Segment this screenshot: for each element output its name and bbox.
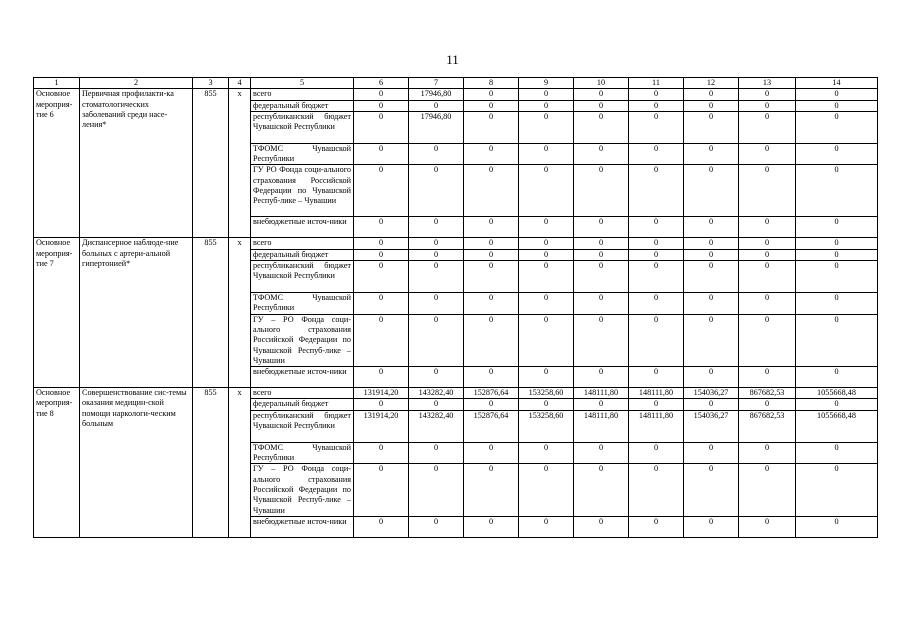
value-cell: 0 (354, 165, 409, 217)
funding-source-cell: ТФОМС Чувашской Республики (251, 143, 354, 165)
column-number-10: 10 (574, 78, 629, 89)
funding-source-cell: всего (251, 388, 354, 399)
value-cell: 0 (684, 314, 739, 366)
value-cell: 1055668,48 (796, 388, 878, 399)
value-cell: 0 (629, 143, 684, 165)
value-cell: 0 (739, 249, 796, 260)
value-cell: 0 (684, 143, 739, 165)
value-cell: 0 (629, 89, 684, 100)
value-cell: 0 (519, 516, 574, 537)
value-cell: 0 (409, 143, 464, 165)
value-cell: 0 (796, 367, 878, 388)
value-cell: 1055668,48 (796, 410, 878, 442)
value-cell: 0 (519, 100, 574, 111)
value-cell: 131914,20 (354, 410, 409, 442)
table-row (34, 388, 878, 399)
column-number-7: 7 (409, 78, 464, 89)
value-cell: 0 (574, 442, 629, 464)
value-cell: 154036,27 (684, 410, 739, 442)
value-cell: 148111,80 (574, 410, 629, 442)
value-cell: 0 (684, 89, 739, 100)
value-cell: 0 (739, 399, 796, 410)
column-number-5: 5 (251, 78, 354, 89)
funding-source-cell: внебюджетные источ-ники (251, 516, 354, 537)
value-cell: 0 (739, 293, 796, 315)
value-cell: 17946,80 (409, 89, 464, 100)
value-cell: 867682,53 (739, 388, 796, 399)
column-number-3: 3 (193, 78, 229, 89)
measure-name-cell: Совершенствование сис-темы оказания медицин-ской помощи наркологи-ческим больным (80, 388, 193, 538)
value-cell: 0 (574, 249, 629, 260)
budget-table (33, 77, 878, 538)
value-cell: 0 (796, 261, 878, 293)
funding-source-cell: республиканский бюджет Чувашской Республики (251, 111, 354, 143)
value-cell: 0 (354, 399, 409, 410)
value-cell: 0 (796, 165, 878, 217)
code-cell: 855 (193, 89, 229, 238)
value-cell: 0 (464, 238, 519, 249)
value-cell: 0 (409, 399, 464, 410)
value-cell: 148111,80 (629, 388, 684, 399)
value-cell: 0 (354, 249, 409, 260)
value-cell: 0 (354, 293, 409, 315)
value-cell: 0 (796, 89, 878, 100)
value-cell: 0 (464, 111, 519, 143)
value-cell: 0 (684, 165, 739, 217)
value-cell: 0 (684, 261, 739, 293)
value-cell: 0 (519, 143, 574, 165)
value-cell: 0 (739, 238, 796, 249)
value-cell: 0 (464, 293, 519, 315)
value-cell: 154036,27 (684, 388, 739, 399)
value-cell: 0 (574, 217, 629, 238)
column-number-12: 12 (684, 78, 739, 89)
measure-cell: Основное мероприя-тие 8 (34, 388, 80, 538)
funding-source-cell: ТФОМС Чувашской Республики (251, 293, 354, 315)
value-cell: 0 (519, 111, 574, 143)
value-cell: 152876,64 (464, 388, 519, 399)
funding-source-cell: всего (251, 238, 354, 249)
value-cell: 0 (739, 367, 796, 388)
value-cell: 0 (354, 516, 409, 537)
value-cell: 0 (519, 217, 574, 238)
value-cell: 0 (629, 100, 684, 111)
value-cell: 17946,80 (409, 111, 464, 143)
value-cell: 0 (629, 249, 684, 260)
value-cell: 0 (354, 442, 409, 464)
value-cell: 0 (739, 165, 796, 217)
value-cell: 0 (519, 442, 574, 464)
value-cell: 0 (464, 100, 519, 111)
value-cell: 0 (629, 516, 684, 537)
value-cell: 0 (519, 399, 574, 410)
value-cell: 0 (629, 238, 684, 249)
value-cell: 0 (409, 100, 464, 111)
value-cell: 0 (519, 89, 574, 100)
value-cell: 0 (796, 111, 878, 143)
value-cell: 0 (574, 100, 629, 111)
measure-name-cell: Первичная профилакти-ка стоматологических заболеваний среди насе-ления* (80, 89, 193, 238)
value-cell: 0 (684, 367, 739, 388)
value-cell: 0 (464, 217, 519, 238)
value-cell: 0 (574, 367, 629, 388)
value-cell: 0 (629, 314, 684, 366)
funding-source-cell: федеральный бюджет (251, 100, 354, 111)
value-cell: 0 (739, 111, 796, 143)
table-row (34, 89, 878, 100)
column-number-8: 8 (464, 78, 519, 89)
value-cell: 0 (796, 100, 878, 111)
funding-source-cell: федеральный бюджет (251, 249, 354, 260)
value-cell: 0 (409, 442, 464, 464)
value-cell: 0 (464, 261, 519, 293)
value-cell: 0 (354, 111, 409, 143)
value-cell: 0 (684, 217, 739, 238)
value-cell: 0 (574, 89, 629, 100)
value-cell: 0 (354, 367, 409, 388)
value-cell: 0 (739, 217, 796, 238)
value-cell: 0 (354, 314, 409, 366)
value-cell: 0 (796, 293, 878, 315)
value-cell: 0 (574, 165, 629, 217)
column-number-14: 14 (796, 78, 878, 89)
value-cell: 153258,60 (519, 388, 574, 399)
value-cell: 0 (354, 238, 409, 249)
value-cell: 0 (354, 143, 409, 165)
funding-source-cell: ТФОМС Чувашской Республики (251, 442, 354, 464)
funding-source-cell: ГУ – РО Фонда соци-ального страхования Российской Федерации по Чувашской Респуб-лике – Чувашии (251, 314, 354, 366)
value-cell: 0 (519, 314, 574, 366)
value-cell: 0 (409, 516, 464, 537)
mark-cell: х (229, 388, 251, 538)
value-cell: 0 (739, 261, 796, 293)
value-cell: 0 (629, 165, 684, 217)
value-cell: 0 (796, 217, 878, 238)
value-cell: 0 (519, 293, 574, 315)
value-cell: 0 (629, 367, 684, 388)
value-cell: 0 (409, 238, 464, 249)
value-cell: 0 (409, 261, 464, 293)
value-cell: 0 (629, 399, 684, 410)
value-cell: 0 (519, 367, 574, 388)
code-cell: 855 (193, 238, 229, 388)
value-cell: 0 (464, 464, 519, 516)
value-cell: 0 (409, 165, 464, 217)
value-cell: 0 (464, 367, 519, 388)
value-cell: 0 (796, 249, 878, 260)
funding-source-cell: ГУ РО Фонда соци-ального страхования Российской Федерации по Чувашской Респуб-лике – Чувашии (251, 165, 354, 217)
value-cell: 0 (684, 249, 739, 260)
value-cell: 0 (684, 464, 739, 516)
value-cell: 0 (629, 464, 684, 516)
value-cell: 0 (574, 143, 629, 165)
column-number-9: 9 (519, 78, 574, 89)
column-number-row (34, 78, 878, 89)
value-cell: 153258,60 (519, 410, 574, 442)
value-cell: 0 (574, 314, 629, 366)
value-cell: 0 (464, 165, 519, 217)
code-cell: 855 (193, 388, 229, 538)
value-cell: 0 (574, 293, 629, 315)
value-cell: 0 (796, 464, 878, 516)
value-cell: 0 (684, 442, 739, 464)
value-cell: 148111,80 (574, 388, 629, 399)
value-cell: 0 (629, 442, 684, 464)
value-cell: 0 (354, 217, 409, 238)
value-cell: 0 (574, 516, 629, 537)
value-cell: 0 (629, 217, 684, 238)
value-cell: 0 (739, 314, 796, 366)
value-cell: 0 (739, 89, 796, 100)
value-cell: 0 (796, 399, 878, 410)
value-cell: 0 (464, 516, 519, 537)
value-cell: 0 (464, 314, 519, 366)
funding-source-cell: всего (251, 89, 354, 100)
value-cell: 0 (464, 442, 519, 464)
mark-cell: х (229, 89, 251, 238)
value-cell: 0 (796, 442, 878, 464)
value-cell: 0 (409, 314, 464, 366)
column-number-1: 1 (34, 78, 80, 89)
value-cell: 0 (464, 89, 519, 100)
value-cell: 0 (684, 516, 739, 537)
funding-source-cell: внебюджетные источ-ники (251, 367, 354, 388)
value-cell: 148111,80 (629, 410, 684, 442)
table-body (34, 89, 878, 538)
value-cell: 0 (629, 293, 684, 315)
value-cell: 0 (519, 261, 574, 293)
column-number-6: 6 (354, 78, 409, 89)
value-cell: 0 (684, 238, 739, 249)
value-cell: 0 (519, 165, 574, 217)
value-cell: 0 (409, 293, 464, 315)
value-cell: 0 (409, 217, 464, 238)
column-number-2: 2 (80, 78, 193, 89)
value-cell: 0 (739, 442, 796, 464)
value-cell: 0 (409, 464, 464, 516)
column-number-13: 13 (739, 78, 796, 89)
value-cell: 0 (796, 314, 878, 366)
value-cell: 0 (519, 238, 574, 249)
value-cell: 0 (796, 143, 878, 165)
value-cell: 143282,40 (409, 410, 464, 442)
value-cell: 0 (739, 464, 796, 516)
value-cell: 0 (629, 261, 684, 293)
page-number: 11 (446, 52, 459, 67)
value-cell: 0 (409, 367, 464, 388)
value-cell: 0 (354, 261, 409, 293)
funding-source-cell: федеральный бюджет (251, 399, 354, 410)
value-cell: 0 (354, 100, 409, 111)
value-cell: 152876,64 (464, 410, 519, 442)
value-cell: 0 (739, 516, 796, 537)
value-cell: 867682,53 (739, 410, 796, 442)
value-cell: 0 (739, 100, 796, 111)
value-cell: 0 (519, 464, 574, 516)
funding-source-cell: ГУ – РО Фонда соци-ального страхования Российской Федерации по Чувашской Респуб-лике – Чувашии (251, 464, 354, 516)
value-cell: 143282,40 (409, 388, 464, 399)
value-cell: 0 (519, 249, 574, 260)
funding-source-cell: внебюджетные источ-ники (251, 217, 354, 238)
value-cell: 0 (684, 111, 739, 143)
measure-name-cell: Диспансерное наблюде-ние больных с артери-альной гипертонией* (80, 238, 193, 388)
column-number-11: 11 (629, 78, 684, 89)
value-cell: 0 (464, 143, 519, 165)
value-cell: 0 (574, 111, 629, 143)
value-cell: 0 (684, 293, 739, 315)
value-cell: 0 (574, 399, 629, 410)
value-cell: 0 (629, 111, 684, 143)
value-cell: 0 (574, 261, 629, 293)
measure-cell: Основное мероприя-тие 6 (34, 89, 80, 238)
value-cell: 0 (684, 100, 739, 111)
funding-source-cell: республиканский бюджет Чувашской Республики (251, 410, 354, 442)
mark-cell: х (229, 238, 251, 388)
value-cell: 0 (574, 238, 629, 249)
value-cell: 0 (796, 516, 878, 537)
column-number-4: 4 (229, 78, 251, 89)
value-cell: 131914,20 (354, 388, 409, 399)
value-cell: 0 (796, 238, 878, 249)
table-row (34, 238, 878, 249)
value-cell: 0 (464, 399, 519, 410)
value-cell: 0 (739, 143, 796, 165)
funding-source-cell: республиканский бюджет Чувашской Республики (251, 261, 354, 293)
measure-cell: Основное мероприя-тие 7 (34, 238, 80, 388)
value-cell: 0 (409, 249, 464, 260)
value-cell: 0 (354, 89, 409, 100)
value-cell: 0 (464, 249, 519, 260)
value-cell: 0 (684, 399, 739, 410)
value-cell: 0 (354, 464, 409, 516)
value-cell: 0 (574, 464, 629, 516)
